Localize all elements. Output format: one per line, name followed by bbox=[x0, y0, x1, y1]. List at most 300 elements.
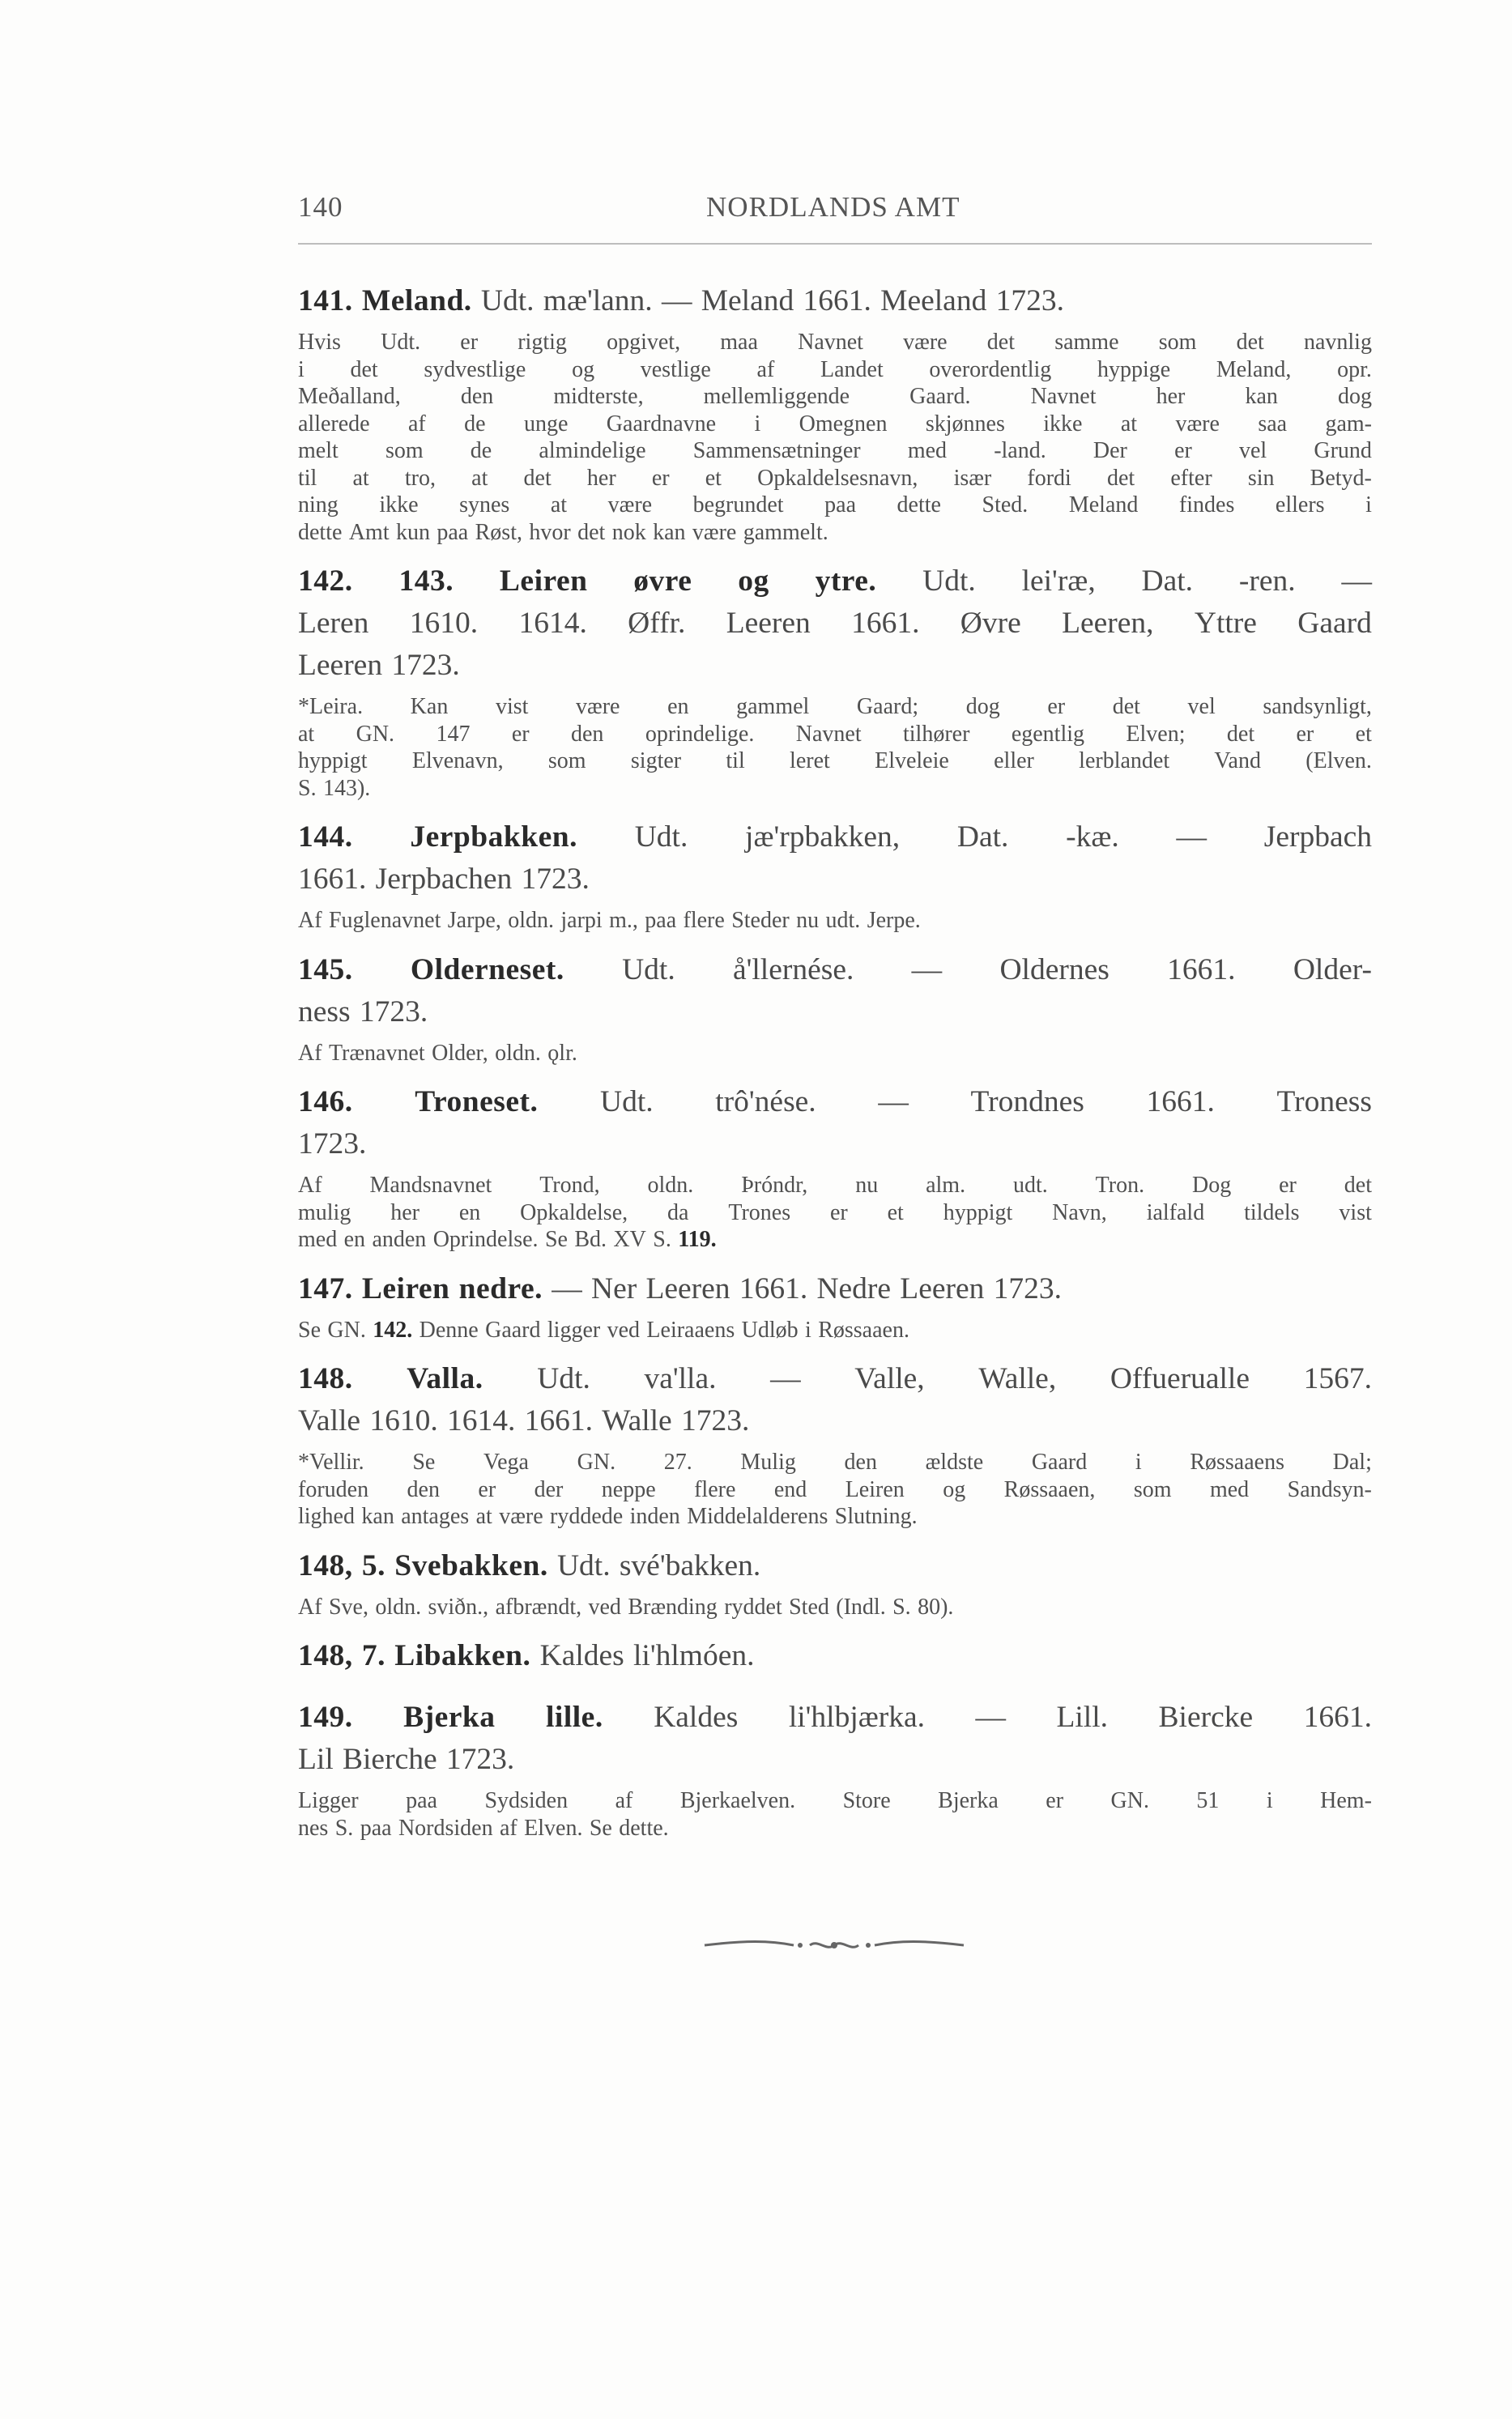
note-line bbox=[298, 1787, 1372, 1815]
note-line bbox=[298, 1449, 1372, 1476]
word: kun bbox=[395, 519, 430, 545]
word: ældste bbox=[925, 1450, 984, 1475]
word: Fuglenavnet bbox=[328, 908, 441, 933]
word: 7. bbox=[361, 1639, 385, 1672]
word: Sydsiden bbox=[484, 1788, 569, 1813]
word: 1661. bbox=[1167, 952, 1236, 986]
word: her bbox=[586, 465, 616, 491]
word: Offuerualle bbox=[1110, 1362, 1250, 1395]
word: rigtig bbox=[517, 330, 567, 355]
word: oldn. bbox=[647, 1173, 694, 1198]
word: Leiraaens bbox=[646, 1317, 735, 1343]
word: Kaldes bbox=[539, 1639, 624, 1672]
word: de bbox=[470, 438, 492, 463]
word: Gaard bbox=[485, 1317, 541, 1343]
word: Trond, bbox=[539, 1173, 600, 1198]
word: vel bbox=[1239, 438, 1267, 463]
word: Udt. bbox=[480, 284, 535, 317]
word: oprindelige. bbox=[645, 721, 755, 747]
word: Slutning. bbox=[834, 1504, 918, 1529]
word: allerede bbox=[298, 411, 370, 437]
word: Nordsiden bbox=[398, 1815, 493, 1841]
word: ved bbox=[588, 1594, 621, 1620]
word: lei'ræ, bbox=[1021, 564, 1096, 598]
word: Tron. bbox=[1095, 1173, 1145, 1198]
word: Omegnen bbox=[799, 411, 888, 437]
word: dog bbox=[1338, 384, 1372, 409]
word: Af bbox=[298, 1594, 322, 1620]
word: i bbox=[1135, 1450, 1142, 1475]
word: Dog bbox=[1192, 1173, 1232, 1198]
page-header bbox=[298, 191, 1372, 245]
word: GN. bbox=[577, 1450, 616, 1475]
word: Svebakken. bbox=[394, 1548, 548, 1582]
word: Dat. bbox=[956, 820, 1009, 854]
word: her bbox=[1156, 384, 1186, 409]
word: (Elven. bbox=[1305, 748, 1372, 773]
word: Meeland bbox=[880, 284, 987, 317]
word: Gaard; bbox=[856, 694, 919, 719]
heading-line bbox=[298, 816, 1372, 858]
word: 1610. bbox=[409, 607, 479, 640]
word: Bjerkaelven. bbox=[679, 1788, 796, 1813]
word: sin bbox=[1247, 465, 1275, 491]
word: det bbox=[1112, 694, 1140, 719]
note-line bbox=[298, 437, 1372, 465]
word: Steder bbox=[731, 908, 790, 933]
word: hvor bbox=[529, 519, 571, 545]
heading-line bbox=[298, 1400, 1372, 1442]
word: at bbox=[352, 465, 369, 491]
word: paa bbox=[360, 1815, 392, 1841]
word: hyppigt bbox=[943, 1199, 1013, 1225]
word: 1614. bbox=[518, 607, 587, 640]
word: S. bbox=[298, 775, 317, 801]
note-line bbox=[298, 1476, 1372, 1504]
word: det bbox=[1344, 1173, 1372, 1198]
entry-note bbox=[298, 1787, 1372, 1842]
word: ikke bbox=[1043, 411, 1083, 437]
heading-line bbox=[298, 1635, 1372, 1677]
word: med bbox=[1209, 1476, 1250, 1502]
word: jarpi bbox=[560, 908, 603, 933]
word: Ligger bbox=[298, 1788, 359, 1813]
word: ǫlr. bbox=[547, 1040, 577, 1066]
word: oldn. bbox=[508, 908, 554, 933]
word: Jerpbakken. bbox=[410, 820, 577, 854]
word: en bbox=[343, 1227, 366, 1252]
word: mellemliggende bbox=[703, 384, 850, 409]
entry-heading bbox=[298, 949, 1372, 1033]
word: at bbox=[1120, 411, 1138, 437]
word: 148. bbox=[298, 1362, 353, 1395]
word: øvre bbox=[633, 564, 692, 598]
word: 1661. bbox=[1303, 1701, 1372, 1734]
word: 142. bbox=[298, 564, 353, 598]
word: ellers bbox=[1275, 492, 1325, 517]
word: Elven; bbox=[1126, 721, 1186, 747]
word: 143. bbox=[398, 564, 454, 598]
word: — bbox=[552, 1271, 582, 1305]
word: det bbox=[1107, 465, 1135, 491]
word: tro, bbox=[404, 465, 436, 491]
note-line bbox=[298, 1594, 1372, 1621]
word: Udt. bbox=[922, 564, 976, 598]
word: Udt. bbox=[537, 1362, 590, 1395]
word: Leren bbox=[298, 607, 369, 640]
word: vist bbox=[495, 694, 529, 719]
word: egentlig bbox=[1011, 721, 1085, 747]
word: Meland. bbox=[361, 284, 472, 317]
page-number: 140 bbox=[298, 191, 343, 223]
word: ialfald bbox=[1146, 1199, 1205, 1225]
word: Meland bbox=[701, 284, 794, 317]
ornament-icon bbox=[696, 1929, 972, 1961]
word: den bbox=[844, 1450, 877, 1475]
word: at bbox=[471, 465, 488, 491]
word: vel bbox=[1187, 694, 1216, 719]
word: vestlige bbox=[640, 356, 711, 382]
word: almindelige bbox=[539, 438, 646, 463]
note-line bbox=[298, 1226, 1372, 1254]
word: trô'nése. bbox=[715, 1085, 816, 1118]
word: være bbox=[607, 492, 653, 517]
word: Kaldes bbox=[654, 1701, 739, 1734]
heading-line bbox=[298, 1697, 1372, 1739]
word: Ner bbox=[591, 1271, 637, 1305]
place-entry bbox=[298, 560, 1372, 802]
entry-note bbox=[298, 329, 1372, 546]
word: flere bbox=[683, 908, 725, 933]
word: nedre. bbox=[458, 1271, 543, 1305]
word: Kan bbox=[410, 694, 449, 719]
word: være bbox=[692, 519, 737, 545]
word: det bbox=[577, 519, 606, 545]
word: at bbox=[550, 492, 568, 517]
word: nok bbox=[611, 519, 646, 545]
word: Leeren bbox=[645, 1271, 730, 1305]
word: her bbox=[390, 1199, 420, 1225]
word: -land. bbox=[994, 438, 1046, 463]
word: midterste, bbox=[553, 384, 644, 409]
heading-line bbox=[298, 949, 1372, 991]
word: Der bbox=[1092, 438, 1127, 463]
word: Þróndr, bbox=[741, 1173, 808, 1198]
word: tildels bbox=[1244, 1199, 1300, 1225]
word: 51 bbox=[1196, 1788, 1220, 1813]
word: Se bbox=[298, 1317, 321, 1343]
word: Røst, bbox=[475, 519, 522, 545]
word: Røssaaen, bbox=[1003, 1476, 1096, 1502]
entries-list bbox=[298, 280, 1372, 1842]
word: er bbox=[1046, 1788, 1064, 1813]
word: Øffr. bbox=[628, 607, 686, 640]
word: Olderneset. bbox=[410, 952, 564, 986]
word: paa bbox=[645, 908, 677, 933]
word: det bbox=[350, 356, 378, 382]
word: Gaard bbox=[1031, 1450, 1088, 1475]
word: nes bbox=[298, 1815, 329, 1841]
word: melt bbox=[298, 438, 339, 463]
word: 1567. bbox=[1303, 1362, 1372, 1395]
word: især bbox=[953, 465, 992, 491]
word: tilhører bbox=[903, 721, 970, 747]
note-line bbox=[298, 721, 1372, 748]
word: antages bbox=[401, 1504, 470, 1529]
word: Vand bbox=[1214, 748, 1261, 773]
word: 1661. bbox=[298, 862, 367, 896]
heading-line bbox=[298, 1545, 1372, 1587]
word: og bbox=[572, 356, 595, 382]
word: Walle bbox=[602, 1404, 672, 1437]
word: Valle bbox=[298, 1404, 361, 1437]
word: Bd. bbox=[574, 1227, 607, 1252]
word: da bbox=[667, 1199, 689, 1225]
word: Sted. bbox=[982, 492, 1029, 517]
word: navnlig bbox=[1303, 330, 1372, 355]
place-entry bbox=[298, 1268, 1372, 1344]
word: Troness bbox=[1276, 1085, 1372, 1118]
word: Leiren bbox=[499, 564, 588, 598]
word: Leeren bbox=[298, 649, 383, 682]
heading-line bbox=[298, 645, 1372, 687]
word: Af bbox=[298, 1040, 322, 1066]
word: det bbox=[523, 465, 552, 491]
word: at bbox=[475, 1504, 492, 1529]
entry-heading bbox=[298, 1358, 1372, 1442]
word: overordentlig bbox=[929, 356, 1052, 382]
word: Se bbox=[412, 1450, 436, 1475]
place-entry bbox=[298, 1081, 1372, 1254]
word: Hvis bbox=[298, 330, 341, 355]
word: *Leira. bbox=[298, 694, 364, 719]
word: li'hlmóen. bbox=[633, 1639, 755, 1672]
word: Nedre bbox=[816, 1271, 892, 1305]
entry-heading bbox=[298, 1545, 1372, 1587]
word: sydvestlige bbox=[424, 356, 526, 382]
word: kan bbox=[1245, 384, 1278, 409]
word: Røssaaen. bbox=[818, 1317, 909, 1343]
word: Yttre bbox=[1194, 607, 1257, 640]
word: oldn. bbox=[495, 1040, 541, 1066]
note-line bbox=[298, 1317, 1372, 1344]
word: af bbox=[756, 356, 775, 382]
word: afbrændt, bbox=[495, 1594, 582, 1620]
word: det bbox=[1226, 721, 1255, 747]
word: lille. bbox=[546, 1701, 603, 1734]
word: (Indl. bbox=[836, 1594, 886, 1620]
word: Trones bbox=[728, 1199, 791, 1225]
word: eller bbox=[994, 748, 1034, 773]
note-line bbox=[298, 465, 1372, 492]
word: og bbox=[738, 564, 769, 598]
word: være bbox=[903, 330, 948, 355]
word: GN. bbox=[327, 1317, 366, 1343]
word: ytre. bbox=[815, 564, 877, 598]
word: 5. bbox=[361, 1548, 385, 1582]
word: XV bbox=[613, 1227, 646, 1252]
word: 144. bbox=[298, 820, 353, 854]
word: 141. bbox=[298, 284, 353, 317]
word: sviðn., bbox=[428, 1594, 489, 1620]
heading-line bbox=[298, 1358, 1372, 1400]
word: 1661. bbox=[1146, 1085, 1215, 1118]
word: ryddet bbox=[724, 1594, 782, 1620]
word: det bbox=[1236, 330, 1264, 355]
word: Leeren bbox=[726, 607, 811, 640]
word: Jerpbachen bbox=[375, 862, 513, 896]
place-entry bbox=[298, 1358, 1372, 1531]
word: Jarpe, bbox=[447, 908, 501, 933]
word: er bbox=[478, 1476, 496, 1502]
word: er bbox=[1174, 438, 1192, 463]
word: ligger bbox=[547, 1317, 601, 1343]
word: sandsynligt, bbox=[1263, 694, 1372, 719]
running-title: NORDLANDS AMT bbox=[706, 191, 960, 223]
word: Udt. bbox=[599, 1085, 654, 1118]
entry-heading bbox=[298, 1268, 1372, 1310]
heading-line bbox=[298, 1739, 1372, 1781]
word: er bbox=[1279, 1173, 1297, 1198]
word: med bbox=[907, 438, 948, 463]
word: Meðalland, bbox=[298, 384, 401, 409]
word: Lill. bbox=[1056, 1701, 1109, 1734]
word: GN. bbox=[356, 721, 395, 747]
word: Øvre bbox=[960, 607, 1021, 640]
word: dette. bbox=[619, 1815, 669, 1841]
word: ikke bbox=[379, 492, 419, 517]
word: er bbox=[1296, 721, 1314, 747]
note-line bbox=[298, 907, 1372, 935]
place-entry bbox=[298, 1635, 1372, 1692]
word: udt. bbox=[825, 908, 861, 933]
word: å'llernése. bbox=[732, 952, 854, 986]
word: S. bbox=[334, 1815, 354, 1841]
word: S. bbox=[892, 1594, 911, 1620]
word: 145. bbox=[298, 952, 353, 986]
word: 119. bbox=[678, 1227, 717, 1252]
word: en bbox=[458, 1199, 481, 1225]
note-line bbox=[298, 329, 1372, 356]
word: Troneset. bbox=[415, 1085, 539, 1118]
word: sigter bbox=[630, 748, 682, 773]
word: *Vellir. bbox=[298, 1450, 364, 1475]
word: Brænding bbox=[628, 1594, 718, 1620]
word: paa bbox=[406, 1788, 437, 1813]
word: Landet bbox=[820, 356, 884, 382]
note-line bbox=[298, 411, 1372, 438]
word: et bbox=[1355, 721, 1372, 747]
heading-line bbox=[298, 280, 1372, 322]
word: Meland bbox=[1068, 492, 1139, 517]
word: 149. bbox=[298, 1701, 353, 1734]
word: Navnet bbox=[795, 721, 862, 747]
word: Af bbox=[298, 908, 322, 933]
word: 1610. bbox=[369, 1404, 438, 1437]
word: som bbox=[385, 438, 424, 463]
word: fordi bbox=[1027, 465, 1071, 491]
word: gam- bbox=[1325, 411, 1372, 437]
note-line bbox=[298, 383, 1372, 411]
word: Udt. bbox=[634, 820, 688, 854]
word: Older, bbox=[432, 1040, 488, 1066]
word: ved bbox=[607, 1317, 641, 1343]
word: — bbox=[1341, 564, 1372, 598]
entry-note bbox=[298, 693, 1372, 802]
word: Opkaldelse, bbox=[520, 1199, 628, 1225]
word: Udt. bbox=[622, 952, 675, 986]
word: af bbox=[499, 1815, 517, 1841]
entry-note bbox=[298, 1317, 1372, 1344]
word: maa bbox=[720, 330, 758, 355]
note-line bbox=[298, 492, 1372, 519]
heading-line bbox=[298, 603, 1372, 645]
note-line bbox=[298, 1199, 1372, 1227]
word: Oldernes bbox=[999, 952, 1110, 986]
word: foruden bbox=[298, 1476, 369, 1502]
word: 1723. bbox=[391, 649, 460, 682]
word: Jerpbach bbox=[1263, 820, 1372, 854]
word: synes bbox=[459, 492, 510, 517]
word: 80). bbox=[918, 1594, 954, 1620]
entry-note bbox=[298, 907, 1372, 935]
word: kan bbox=[361, 1504, 394, 1529]
word: være bbox=[499, 1504, 543, 1529]
word: Valla. bbox=[407, 1362, 483, 1395]
word: gammel bbox=[736, 694, 810, 719]
word: til bbox=[726, 748, 745, 773]
word: opgivet, bbox=[607, 330, 681, 355]
word: og bbox=[943, 1476, 966, 1502]
place-entry bbox=[298, 816, 1372, 935]
word: anden bbox=[372, 1227, 427, 1252]
word: — bbox=[975, 1701, 1006, 1734]
word: være bbox=[576, 694, 620, 719]
word: at bbox=[298, 721, 315, 747]
word: den bbox=[407, 1476, 440, 1502]
page-text bbox=[298, 191, 1372, 1856]
word: — bbox=[911, 952, 943, 986]
heading-line bbox=[298, 560, 1372, 603]
word: Udt. bbox=[381, 330, 421, 355]
word: er bbox=[460, 330, 479, 355]
word: et bbox=[887, 1199, 904, 1225]
word: Denne bbox=[419, 1317, 479, 1343]
word: Valle, bbox=[854, 1362, 925, 1395]
word: unge bbox=[523, 411, 569, 437]
entry-heading bbox=[298, 1635, 1372, 1677]
word: Udløb bbox=[741, 1317, 799, 1343]
word: neppe bbox=[601, 1476, 656, 1502]
word: Røssaaens bbox=[1190, 1450, 1284, 1475]
word: mulig bbox=[298, 1199, 351, 1225]
word: som bbox=[547, 748, 586, 773]
word: mæ'lann. bbox=[543, 284, 653, 317]
word: 1661. bbox=[524, 1404, 593, 1437]
word: de bbox=[464, 411, 486, 437]
word: opr. bbox=[1337, 356, 1372, 382]
word: saa bbox=[1258, 411, 1288, 437]
word: gammelt. bbox=[743, 519, 828, 545]
word: 147. bbox=[298, 1271, 353, 1305]
entry-note bbox=[298, 1594, 1372, 1621]
word: hyppigt bbox=[298, 748, 368, 773]
place-entry bbox=[298, 1697, 1372, 1842]
word: med bbox=[298, 1227, 338, 1252]
word: Opkaldelsesnavn, bbox=[757, 465, 918, 491]
word: své'bakken. bbox=[619, 1548, 761, 1582]
word: Navnet bbox=[1030, 384, 1097, 409]
